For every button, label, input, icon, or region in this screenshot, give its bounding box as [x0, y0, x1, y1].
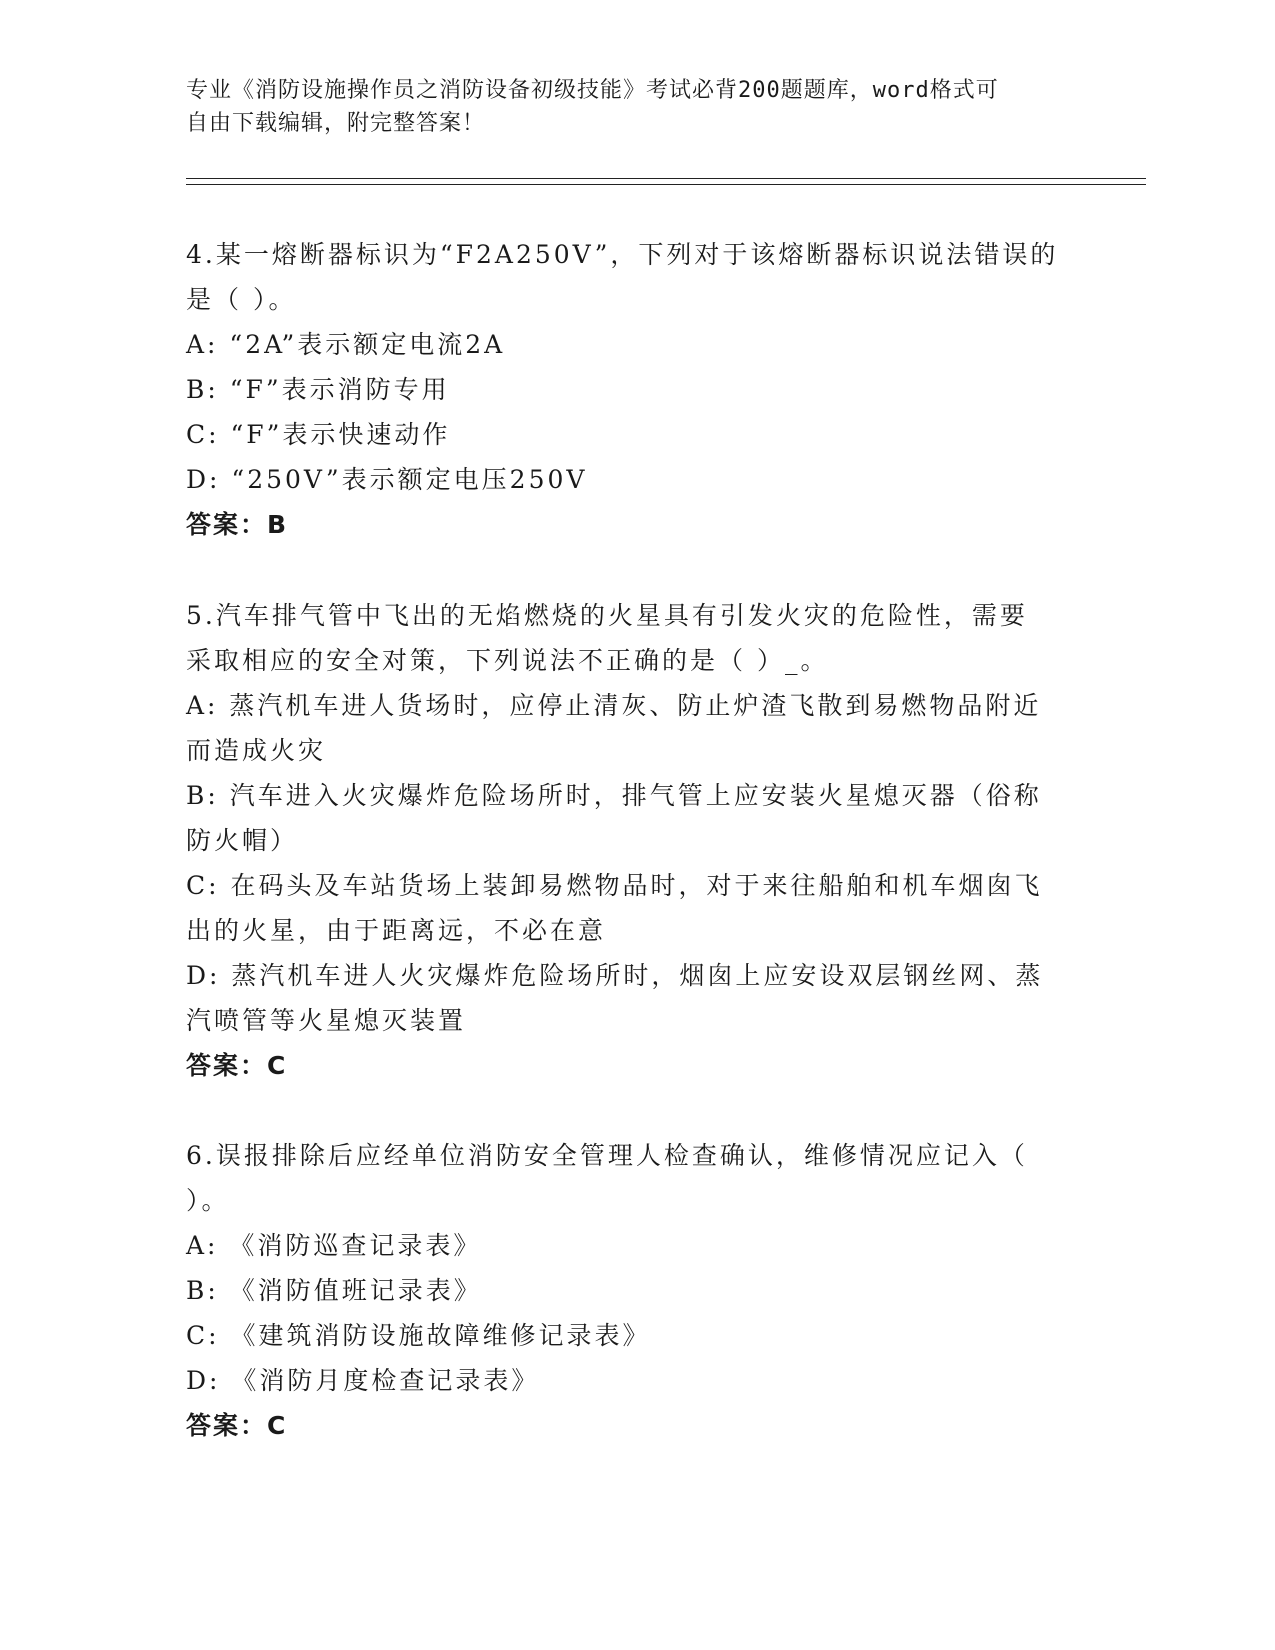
question-6 [186, 1133, 1066, 1448]
option-a: A: 蒸汽机车进人货场时，应停止清灰、防止炉渣飞散到易燃物品附近 [186, 691, 1042, 720]
header-line-2: 自由下载编辑，附完整答案！ [186, 111, 486, 136]
option-a: A: “2A”表示额定电流2A [186, 330, 506, 359]
question-stem: 6.误报排除后应经单位消防安全管理人检查确认，维修情况应记入（ [186, 1141, 1028, 1170]
option-b: B: 《消防值班记录表》 [186, 1276, 482, 1305]
option-a: A: 《消防巡查记录表》 [186, 1231, 482, 1260]
question-stem: 采取相应的安全对策，下列说法不正确的是（ ）_。 [186, 646, 829, 675]
option-c: C: 《建筑消防设施故障维修记录表》 [186, 1321, 651, 1350]
option-a-continued: 而造成火灾 [186, 736, 327, 765]
option-c-continued: 出的火星，由于距离远，不必在意 [186, 916, 607, 945]
document-header [186, 74, 1066, 140]
header-line-1: 专业《消防设施操作员之消防设备初级技能》考试必背200题题库，word格式可 [186, 78, 999, 103]
question-stem: 5.汽车排气管中飞出的无焰燃烧的火星具有引发火灾的危险性，需要 [186, 601, 1028, 630]
option-b-continued: 防火帽） [186, 826, 299, 855]
question-stem: 4.某一熔断器标识为“F2A250V”，下列对于该熔断器标识说法错误的 [186, 240, 1059, 269]
option-d: D: 《消防月度检查记录表》 [186, 1366, 540, 1395]
option-c: C: 在码头及车站货场上装卸易燃物品时，对于来往船舶和机车烟囱飞 [186, 871, 1043, 900]
option-c: C: “F”表示快速动作 [186, 420, 451, 449]
question-5 [186, 593, 1066, 1088]
answer-label: 答案：B [186, 510, 289, 539]
answer-label: 答案：C [186, 1411, 288, 1440]
answer-label: 答案：C [186, 1051, 288, 1080]
question-stem: ）。 [186, 1186, 230, 1215]
option-d: D: 蒸汽机车进人火灾爆炸危险场所时，烟囱上应安设双层钢丝网、蒸 [186, 961, 1044, 990]
option-b: B: 汽车进入火灾爆炸危险场所时，排气管上应安装火星熄灭器（俗称 [186, 781, 1042, 810]
option-d: D: “250V”表示额定电压250V [186, 465, 588, 494]
question-stem: 是（ ）。 [186, 285, 297, 314]
question-4 [186, 232, 1066, 547]
header-divider [186, 178, 1146, 185]
option-b: B: “F”表示消防专用 [186, 375, 450, 404]
option-d-continued: 汽喷管等火星熄灭装置 [186, 1006, 467, 1035]
